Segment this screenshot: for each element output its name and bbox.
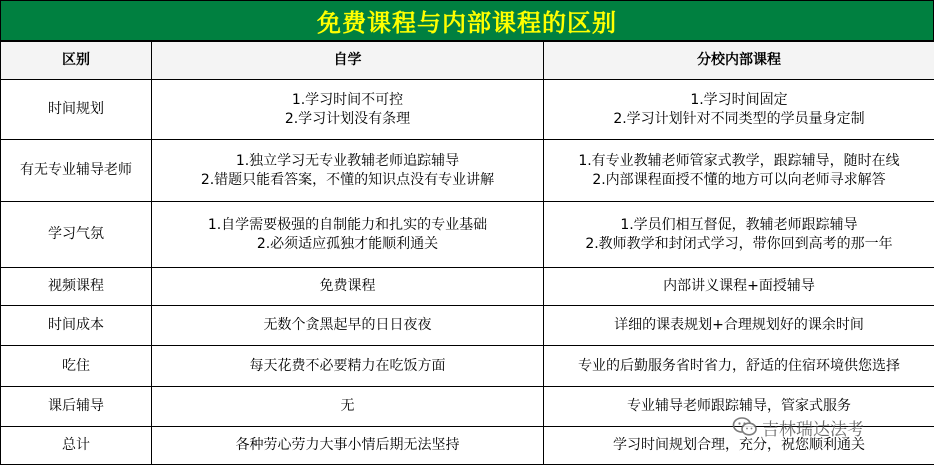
internal-course-cell: [544, 387, 934, 427]
cell-line: 2.内部课程面授不懂的地方可以向老师寻求解答: [592, 171, 886, 188]
cell-line: 无: [340, 398, 355, 414]
cell-line: 每天花费不必要精力在吃饭方面: [249, 357, 446, 374]
table-row: [1, 80, 934, 140]
table-row: [1, 427, 934, 465]
cell-line: 1.学习时间不可控: [291, 91, 404, 108]
row-label: 学习气氛: [1, 202, 152, 268]
table-row: [1, 268, 934, 306]
row-label: 时间规划: [1, 80, 152, 140]
internal-course-cell: [544, 80, 934, 140]
cell-line: 无数个贪黑起早的日日夜夜: [263, 317, 432, 333]
self-study-cell: [152, 306, 544, 346]
cell-line: 免费课程: [319, 278, 376, 294]
self-study-cell: [152, 268, 544, 306]
cell-line: 1.学习时间固定: [690, 91, 788, 108]
table-header-row: [1, 42, 934, 80]
internal-course-cell: [544, 346, 934, 387]
cell-line: 内部讲义课程+面授辅导: [663, 278, 815, 294]
row-label: 有无专业辅导老师: [1, 140, 152, 202]
self-study-cell: [152, 427, 544, 465]
comparison-table: [0, 41, 934, 465]
internal-course-cell: [544, 306, 934, 346]
table-row: [1, 346, 934, 387]
row-label: 课后辅导: [1, 387, 152, 427]
internal-course-cell: [544, 427, 934, 465]
internal-course-cell: [544, 140, 934, 202]
self-study-cell: [152, 346, 544, 387]
watermark-text: 吉林瑞达法考: [762, 419, 864, 440]
self-study-cell: [152, 140, 544, 202]
internal-course-cell: [544, 202, 934, 268]
table-row: [1, 202, 934, 268]
header-category: 区别: [1, 42, 152, 80]
internal-course-cell: [544, 268, 934, 306]
row-label: 时间成本: [1, 306, 152, 346]
cell-line: 1.有专业教辅老师管家式教学，跟踪辅导，随时在线: [578, 152, 900, 169]
cell-line: 各种劳心劳力大事小情后期无法坚持: [235, 437, 460, 453]
cell-line: 1.自学需要极强的自制能力和扎实的专业基础: [207, 216, 488, 233]
row-label: 吃住: [1, 346, 152, 387]
header-self-study: 自学: [152, 42, 544, 80]
cell-line: 2.教师教学和封闭式学习，带你回到高考的那一年: [585, 235, 893, 252]
cell-line: 学习时间规划合理，充分，祝您顺利通关: [613, 437, 865, 453]
row-label: 总计: [1, 427, 152, 465]
row-label: 视频课程: [1, 268, 152, 306]
cell-line: 详细的课表规划+合理规划好的课余时间: [614, 317, 864, 333]
cell-line: 2.学习计划没有条理: [284, 110, 411, 127]
table-row: [1, 387, 934, 427]
cell-line: 专业辅导老师跟踪辅导，管家式服务: [627, 398, 851, 414]
cell-line: 专业的后勤服务省时省力，舒适的住宿环境供您选择: [578, 357, 900, 374]
cell-line: 2.错题只能看答案，不懂的知识点没有专业讲解: [200, 171, 495, 188]
header-internal-course: 分校内部课程: [544, 42, 934, 80]
self-study-cell: [152, 80, 544, 140]
self-study-cell: [152, 387, 544, 427]
table-row: [1, 140, 934, 202]
page-title: 免费课程与内部课程的区别: [0, 0, 934, 41]
cell-line: 1.独立学习无专业教辅老师追踪辅导: [235, 152, 460, 169]
self-study-cell: [152, 202, 544, 268]
cell-line: 2.学习计划针对不同类型的学员量身定制: [613, 110, 865, 127]
cell-line: 2.必须适应孤独才能顺利通关: [256, 235, 439, 252]
table-row: [1, 306, 934, 346]
cell-line: 1.学员们相互督促，教辅老师跟踪辅导: [620, 216, 858, 233]
